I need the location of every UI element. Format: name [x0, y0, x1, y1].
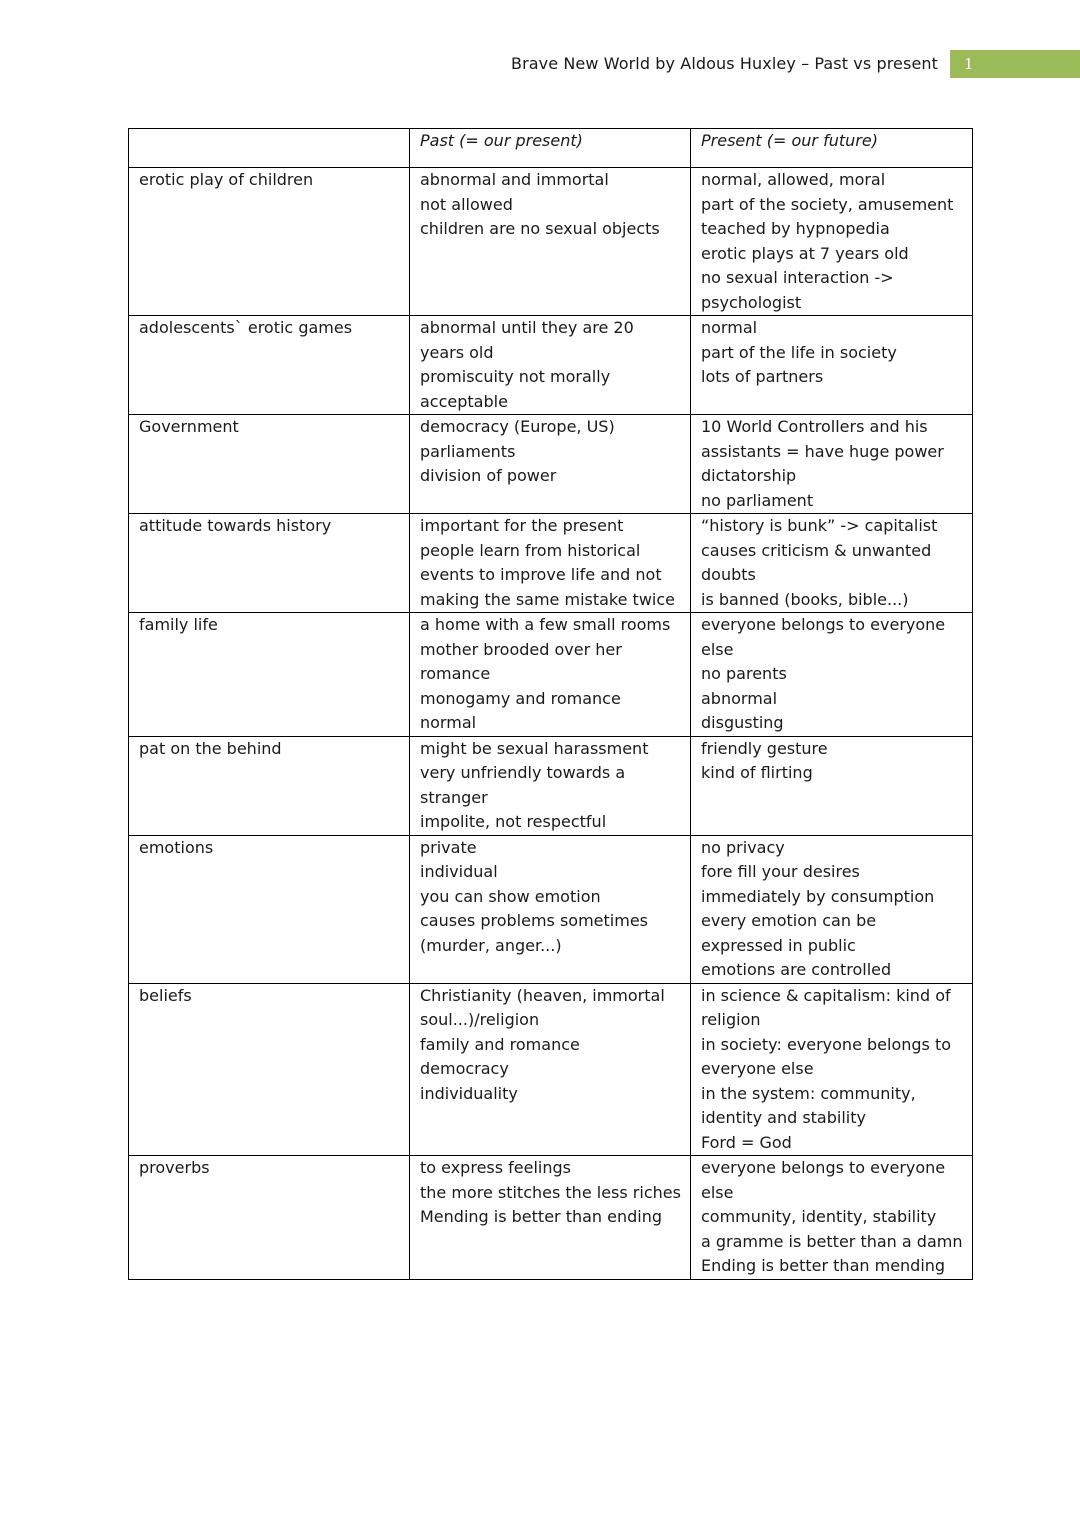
present-line: fore fill your desires: [701, 862, 860, 881]
topic-cell: [129, 613, 410, 737]
past-line: individuality: [420, 1083, 518, 1103]
past-line: private: [420, 837, 477, 857]
past-line: people learn from historical: [420, 540, 641, 560]
past-line: democracy (Europe, US): [420, 417, 615, 436]
present-cell: [691, 514, 973, 613]
present-cell: [691, 168, 973, 316]
past-cell: [410, 613, 691, 737]
present-line: lots of partners: [701, 367, 824, 386]
past-line: romance: [420, 664, 491, 683]
present-line: expressed in public: [701, 935, 856, 955]
present-line: doubts: [701, 565, 756, 584]
table-row: [129, 514, 973, 613]
past-line: impolite, not respectful: [420, 812, 607, 831]
present-line: causes criticism & unwanted: [701, 540, 932, 560]
table-row: [129, 983, 973, 1156]
present-line: dictatorship: [701, 466, 797, 485]
past-line: individual: [420, 862, 498, 881]
topic-cell: [129, 415, 410, 514]
past-line: the more stitches the less riches: [420, 1182, 681, 1202]
present-cell: [691, 613, 973, 737]
past-cell: [410, 316, 691, 415]
table-row: [129, 736, 973, 835]
present-line: everyone belongs to everyone: [701, 615, 946, 634]
topic-text: adolescents` erotic games: [139, 318, 353, 337]
past-line: you can show emotion: [420, 886, 601, 906]
past-cell: [410, 168, 691, 316]
present-line: in science & capitalism: kind of: [701, 985, 951, 1005]
topic-text: family life: [139, 615, 218, 634]
present-line: identity and stability: [701, 1108, 866, 1127]
present-line: community, identity, stability: [701, 1207, 937, 1226]
present-line: everyone else: [701, 1059, 814, 1078]
present-line: disgusting: [701, 713, 784, 732]
past-line: mother brooded over her: [420, 639, 622, 659]
page-header: [0, 50, 1080, 78]
header-cell-past: Past (= our present): [410, 129, 691, 168]
past-line: not allowed: [420, 194, 513, 214]
past-cell: [410, 415, 691, 514]
topic-text: beliefs: [139, 985, 192, 1005]
past-line: very unfriendly towards a: [420, 763, 626, 782]
past-line: parliaments: [420, 441, 516, 461]
past-line: acceptable: [420, 391, 508, 411]
present-line: normal: [701, 318, 758, 337]
topic-text: emotions: [139, 837, 214, 857]
past-line: to express feelings: [420, 1158, 572, 1177]
past-line: normal: [420, 713, 477, 732]
present-line: immediately by consumption: [701, 886, 935, 906]
present-line: erotic plays at 7 years old: [701, 243, 909, 263]
table-row: [129, 415, 973, 514]
past-line: children are no sexual objects: [420, 219, 660, 238]
past-line: years old: [420, 342, 494, 362]
topic-text: erotic play of children: [139, 170, 314, 189]
topic-text: Government: [139, 417, 239, 436]
present-line: kind of flirting: [701, 763, 813, 782]
present-line: normal, allowed, moral: [701, 170, 886, 189]
topic-text: proverbs: [139, 1158, 210, 1177]
past-line: stranger: [420, 787, 488, 807]
past-line: (murder, anger...): [420, 935, 562, 955]
present-line: no sexual interaction ->: [701, 268, 894, 287]
past-line: abnormal and immortal: [420, 170, 609, 189]
present-line: in the system: community,: [701, 1083, 916, 1103]
present-line: abnormal: [701, 688, 778, 708]
past-line: a home with a few small rooms: [420, 615, 671, 634]
present-line: friendly gesture: [701, 738, 828, 758]
present-cell: [691, 316, 973, 415]
topic-cell: [129, 514, 410, 613]
past-cell: [410, 736, 691, 835]
past-line: important for the present: [420, 516, 624, 535]
past-line: family and romance: [420, 1034, 580, 1054]
past-line: Christianity (heaven, immortal: [420, 985, 665, 1005]
table-row: [129, 613, 973, 737]
present-line: every emotion can be: [701, 911, 877, 930]
header-cell-present: Present (= our future): [691, 129, 973, 168]
table-row: [129, 835, 973, 983]
present-line: a gramme is better than a damn: [701, 1231, 963, 1251]
topic-cell: [129, 736, 410, 835]
past-line: Mending is better than ending: [420, 1207, 663, 1226]
present-line: no parents: [701, 664, 787, 683]
present-line: Ford = God: [701, 1132, 792, 1152]
past-line: division of power: [420, 466, 557, 485]
table-row: [129, 316, 973, 415]
past-line: making the same mistake twice: [420, 589, 675, 609]
past-line: might be sexual harassment: [420, 738, 649, 758]
present-line: else: [701, 1182, 734, 1202]
present-line: no privacy: [701, 837, 785, 857]
past-line: soul...)/religion: [420, 1010, 540, 1029]
present-cell: [691, 983, 973, 1156]
past-cell: [410, 1156, 691, 1280]
present-line: in society: everyone belongs to: [701, 1034, 952, 1054]
past-line: democracy: [420, 1059, 509, 1078]
present-line: no parliament: [701, 490, 814, 510]
present-cell: [691, 835, 973, 983]
topic-cell: [129, 835, 410, 983]
present-line: else: [701, 639, 734, 659]
present-line: assistants = have huge power: [701, 441, 944, 461]
past-line: promiscuity not morally: [420, 367, 611, 386]
past-line: causes problems sometimes: [420, 911, 649, 930]
table-row: [129, 168, 973, 316]
present-line: everyone belongs to everyone: [701, 1158, 946, 1177]
present-line: psychologist: [701, 292, 802, 312]
header-cell-topic: [129, 129, 410, 168]
topic-cell: [129, 168, 410, 316]
present-cell: [691, 1156, 973, 1280]
table-body: [129, 168, 973, 1280]
past-line: events to improve life and not: [420, 565, 662, 584]
past-line: monogamy and romance: [420, 688, 621, 708]
present-cell: [691, 736, 973, 835]
present-line: teached by hypnopedia: [701, 219, 890, 238]
present-line: “history is bunk” -> capitalist: [701, 516, 938, 535]
present-line: is banned (books, bible...): [701, 589, 909, 609]
present-line: part of the society, amusement: [701, 194, 954, 214]
present-line: religion: [701, 1010, 761, 1029]
present-line: emotions are controlled: [701, 960, 892, 979]
comparison-table: [128, 128, 973, 1280]
document-title: Brave New World by Aldous Huxley – Past vs present: [511, 54, 938, 73]
topic-text: attitude towards history: [139, 516, 332, 535]
past-cell: [410, 514, 691, 613]
topic-cell: [129, 1156, 410, 1280]
present-line: Ending is better than mending: [701, 1256, 946, 1275]
past-line: abnormal until they are 20: [420, 318, 634, 337]
table-header-row: [129, 129, 973, 168]
present-cell: [691, 415, 973, 514]
present-line: part of the life in society: [701, 342, 897, 362]
page-number-badge: 1: [950, 50, 1080, 78]
topic-text: pat on the behind: [139, 738, 282, 758]
table-row: [129, 1156, 973, 1280]
topic-cell: [129, 983, 410, 1156]
past-cell: [410, 835, 691, 983]
topic-cell: [129, 316, 410, 415]
past-cell: [410, 983, 691, 1156]
present-line: 10 World Controllers and his: [701, 417, 928, 436]
